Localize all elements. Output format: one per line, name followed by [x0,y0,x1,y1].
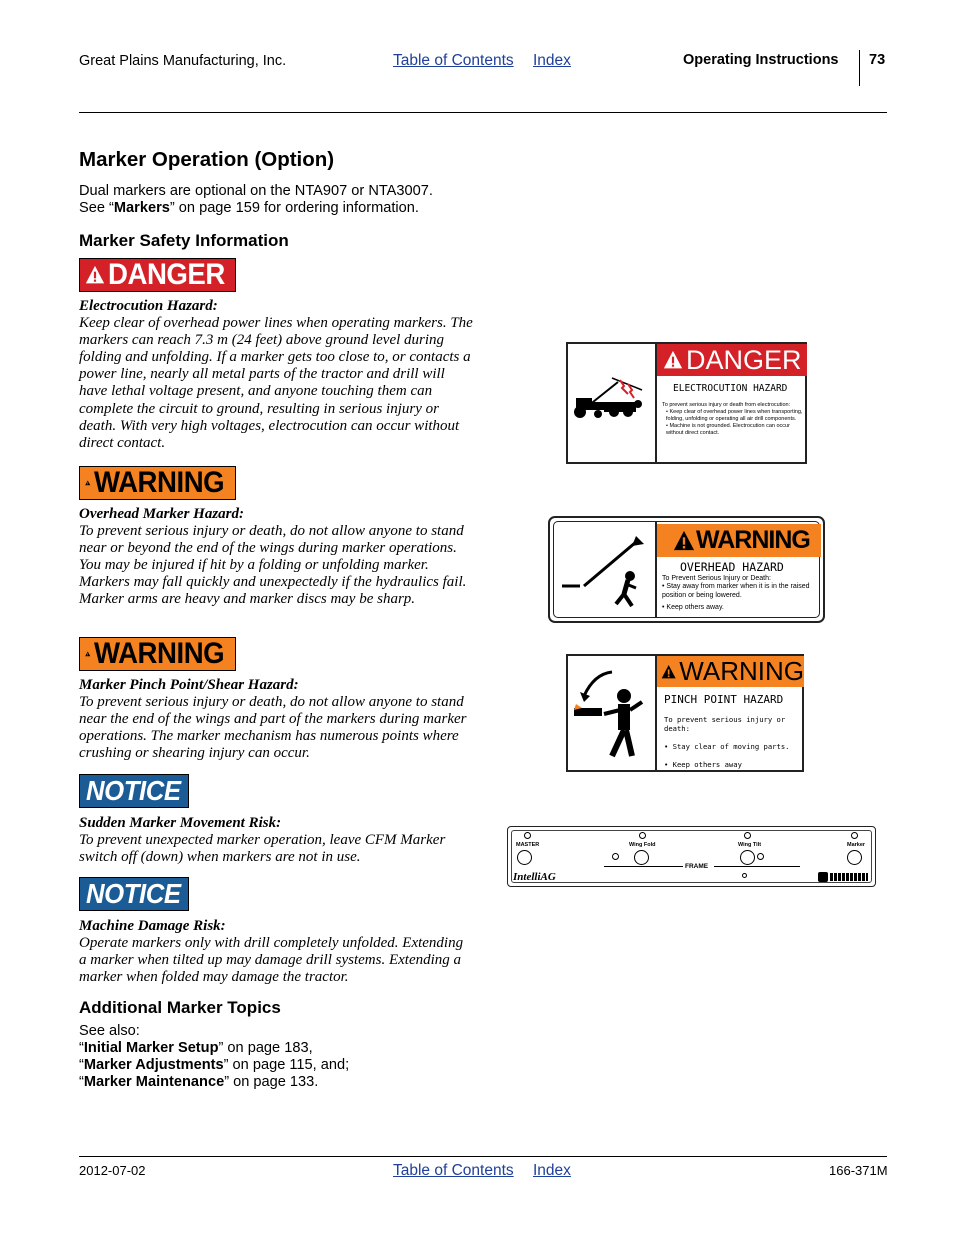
warning-signal-1 [79,466,236,500]
decal-title: ELECTROCUTION HAZARD [673,383,788,394]
hazard-lead: Overhead Marker Hazard: [79,506,244,522]
hazard-body: Keep clear of overhead power lines when operating markers. The markers can reach 7.3 m (24 feet) above ground level during folding and unfolding. If a marker gets too close to, or contacts a power line, nearly all metal parts of the tractor and drill will have lethal voltage present, and anyone touching them can complete the circuit to ground, resulting in serious injury or death. With very high voltages, electrocution can occur without direct contact. [79,315,473,451]
hazard-body: To prevent serious injury or death, do not allow anyone to stand near or beyond the end of the wings during marker operations. You may be injured if hit by a folding or unfolding marker. Markers may fall quickly and unexpectedly if the hydraulics fail. Marker arms are heavy and marker discs may be sharp. [79,523,467,608]
wing-tilt-led [744,832,751,839]
decal-body: To prevent serious injury or death: • Stay clear of moving parts. • Keep others away [664,715,790,769]
footer-index-link[interactable]: Index [533,1162,571,1179]
additional-heading: Additional Marker Topics [79,998,281,1017]
danger-word: DANGER [107,258,225,291]
hazard-triangle-icon [85,471,91,495]
decal-danger-word: DANGER [686,344,802,375]
hazard-triangle-icon [85,642,91,666]
hazard-triangle-icon [661,662,676,682]
notice-word: NOTICE [86,878,181,909]
damage-risk-text [79,918,474,986]
hazard-triangle-icon [85,263,105,287]
decal-warning-word: WARNING [679,656,804,686]
electrocution-hazard-text [79,298,474,452]
ref-initial-setup[interactable]: “Initial Marker Setup” on page 183, [79,1040,313,1056]
marker-led [851,832,858,839]
master-label: MASTER [516,842,540,848]
decal-pictogram [568,344,657,462]
marker-control-panel [507,826,876,887]
footer-date: 2012-07-02 [79,1163,146,1178]
hazard-triangle-icon [673,530,695,552]
pinch-point-icon [568,656,654,770]
hazard-lead: Marker Pinch Point/Shear Hazard: [79,677,299,693]
wing-fold-switch[interactable] [634,850,649,865]
header-toc-link[interactable]: Table of Contents [393,52,514,69]
safety-heading: Marker Safety Information [79,231,289,250]
hazard-lead: Electrocution Hazard: [79,298,218,314]
header-index-link[interactable]: Index [533,52,571,69]
markers-ref: Markers [113,200,170,216]
frame-label: FRAME [685,863,709,870]
page-title: Marker Operation (Option) [79,148,335,171]
header-divider [859,50,860,86]
indicator-led [742,873,747,878]
intro-line-1: Dual markers are optional on the NTA907 or NTA3007. [79,183,433,199]
danger-electrocution-decal [566,342,807,464]
pinch-hazard-text [79,677,474,762]
ref-maintenance[interactable]: “Marker Maintenance” on page 133. [79,1074,319,1090]
indicator-led [757,853,764,860]
decal-warning-header [657,656,804,687]
hazard-lead: Sudden Marker Movement Risk: [79,815,282,831]
intro-paragraph [79,183,433,217]
footer-toc-link[interactable]: Table of Contents [393,1162,514,1179]
warning-signal-2 [79,637,236,671]
wing-fold-led [639,832,646,839]
hazard-body: To prevent unexpected marker operation, leave CFM Marker switch off (down) when markers are not in use. [79,832,446,866]
indicator-led [612,853,619,860]
overhead-hazard-text [79,506,474,609]
master-led [524,832,531,839]
brand-logo-icon [818,872,828,882]
notice-signal-1 [79,774,189,808]
master-switch[interactable] [517,850,532,865]
decal-pictogram [554,522,657,617]
decal-pictogram [568,656,657,770]
see-also-label: See also: [79,1023,140,1039]
warning-word: WARNING [93,466,224,499]
warning-word: WARNING [93,637,224,670]
movement-risk-text [79,815,474,866]
wing-fold-label: Wing Fold [629,842,656,848]
decal-title: OVERHEAD HAZARD [680,560,784,574]
see-also-list [79,1023,349,1091]
hazard-lead: Machine Damage Risk: [79,918,226,934]
wing-tilt-label: Wing Tilt [738,842,762,848]
hazard-body: To prevent serious injury or death, do not allow anyone to stand near the end of the wings and part of the markers during marker operations. The marker mechanism has numerous points where crushing or shearing injury can occur. [79,694,467,762]
page-number: 73 [869,52,886,68]
decal-body: To Prevent Serious Injury or Death: • Stay away from marker when it is in the raised position or being lowered. • Keep others away. [662,575,810,611]
brand-wordmark [830,873,868,881]
hazard-body: Operate markers only with drill completely unfolded. Extending a marker when tilted up may damage drill systems. Extending a marker when folded may damage the tractor. [79,935,464,986]
decal-warning-header [657,524,821,557]
overhead-hazard-decal [548,516,825,623]
ref-adjustments[interactable]: “Marker Adjustments” on page 115, and; [79,1057,350,1073]
hazard-triangle-icon [663,350,683,370]
header-rule [79,112,887,113]
decal-danger-header [657,344,807,376]
decal-title: PINCH POINT HAZARD [664,693,784,706]
decal-body: To prevent serious injury or death from electrocution: • Keep clear of overhead power lines when transporting, folding, unfolding or operating all air drill components. • Machine is not grounded. Electrocution can occur without direct contact. [662,402,803,436]
company-name: Great Plains Manufacturing, Inc. [79,53,287,69]
marker-label: Marker [847,842,866,848]
danger-signal [79,258,236,292]
decal-warning-word: WARNING [696,526,810,554]
pinch-point-decal [566,654,804,772]
section-title: Operating Instructions [683,52,839,68]
notice-word: NOTICE [86,775,181,806]
intelliag-logo: IntelliAG [513,871,556,883]
tractor-powerline-icon [568,344,654,462]
footer-doc-number: 166-371M [829,1163,888,1178]
falling-marker-icon [554,522,654,618]
marker-switch[interactable] [847,850,862,865]
footer-rule [79,1156,887,1157]
intro-line-2: See “Markers” on page 159 for ordering information. [79,200,419,216]
wing-tilt-switch[interactable] [740,850,755,865]
notice-signal-2 [79,877,189,911]
